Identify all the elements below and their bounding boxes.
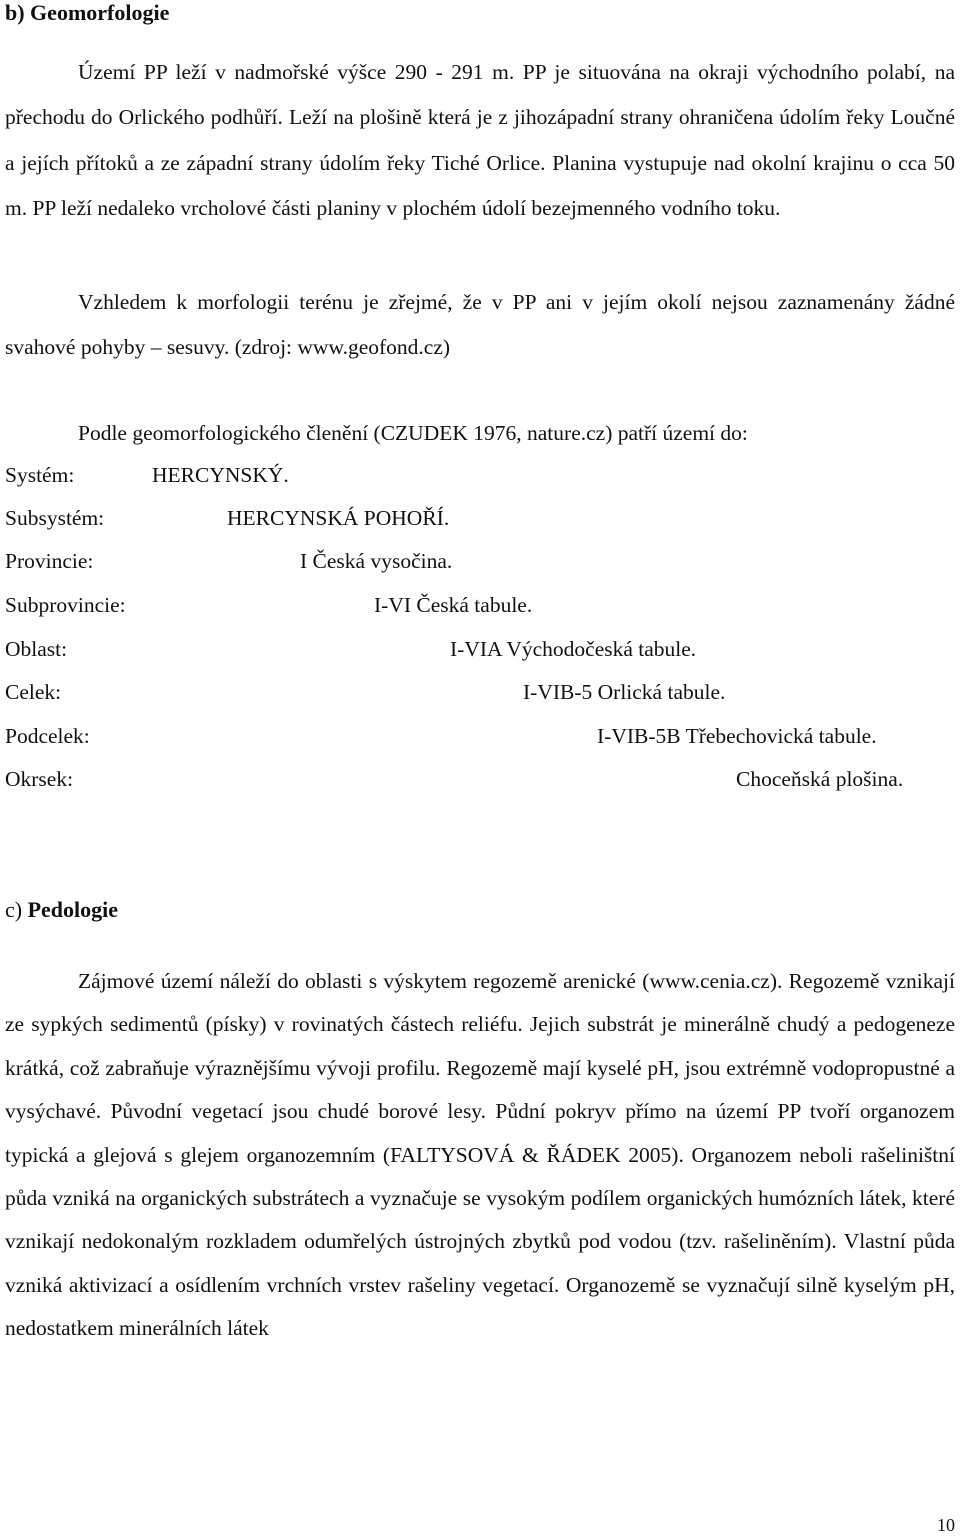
hierarchy-label: Subprovincie:	[5, 593, 126, 617]
hierarchy-label: Podcelek:	[5, 724, 90, 748]
section-heading-prefix: c)	[5, 897, 28, 922]
hierarchy-value: I Česká vysočina.	[300, 549, 453, 573]
hierarchy-label: Systém:	[5, 463, 75, 487]
hierarchy-value: I-VIA Východočeská tabule.	[450, 637, 697, 661]
page-number: 10	[937, 1515, 955, 1535]
hierarchy-value: HERCYNSKÝ.	[152, 463, 289, 487]
section-heading-pedology	[5, 897, 118, 923]
geomorphology-intro: Podle geomorfologického členění (CZUDEK 1976, nature.cz) patří území do:	[78, 421, 748, 445]
geomorphology-paragraph-1: Území PP leží v nadmořské výšce 290 - 291 m. PP je situována na okraji východního polabí, na přechodu do Orlického podhůří. Leží na plošině která je z jihozápadní strany ohraničena údolím řeky Loučné a jejích přítoků a ze západní strany údolím řeky Tiché Orlice. Planina vystupuje nad okolní krajinu o cca 50 m. PP leží nedaleko vrcholové části planiny v plochém údolí bezejmenného vodního toku.	[5, 60, 955, 220]
section-heading-title: Pedologie	[27, 897, 119, 922]
hierarchy-value: HERCYNSKÁ POHOŘÍ.	[227, 506, 450, 530]
hierarchy-value: I-VI Česká tabule.	[374, 593, 533, 617]
hierarchy-label: Provincie:	[5, 549, 94, 573]
geomorphology-paragraph-2: Vzhledem k morfologii terénu je zřejmé, že v PP ani v jejím okolí nejsou zaznamenány žádné svahové pohyby – sesuvy. (zdroj: www.geofond.cz)	[5, 290, 955, 360]
hierarchy-label: Celek:	[5, 680, 62, 704]
hierarchy-label: Oblast:	[5, 637, 68, 661]
section-heading-geomorphology: b) Geomorfologie	[5, 0, 170, 25]
hierarchy-value: I-VIB-5 Orlická tabule.	[523, 680, 726, 704]
hierarchy-value: Choceňská plošina.	[736, 767, 904, 791]
hierarchy-label: Okrsek:	[5, 767, 74, 791]
hierarchy-label: Subsystém:	[5, 506, 105, 530]
pedology-paragraph: Zájmové území náleží do oblasti s výskytem regozemě arenické (www.cenia.cz). Regozemě vznikají ze sypkých sedimentů (písky) v rovinatých částech reliéfu. Jejich substrát je minerálně chudý a pedogeneze krátká, což zabraňuje výraznějšímu vývoji profilu. Regozemě mají kyselé pH, jsou extrémně vodopropustné a vysýchavé. Původní vegetací jsou chudé borové lesy. Půdní pokryv přímo na území PP tvoří organozem typická a glejová s glejem organozemním (FALTYSOVÁ & ŘÁDEK 2005). Organozem neboli rašeliništní půda vzniká na organických substrátech a vyznačuje se vysokým podílem organických humózních látek, které vznikají nedokonalým rozkladem odumřelých ústrojných zbytků pod vodou (tzv. rašeliněním). Vlastní půda vzniká aktivizací a osídlením vrchních vrstev rašeliny vegetací. Organozemě se vyznačují silně kyselým pH, nedostatkem minerálních látek	[5, 969, 955, 1341]
hierarchy-value: I-VIB-5B Třebechovická tabule.	[597, 724, 877, 748]
